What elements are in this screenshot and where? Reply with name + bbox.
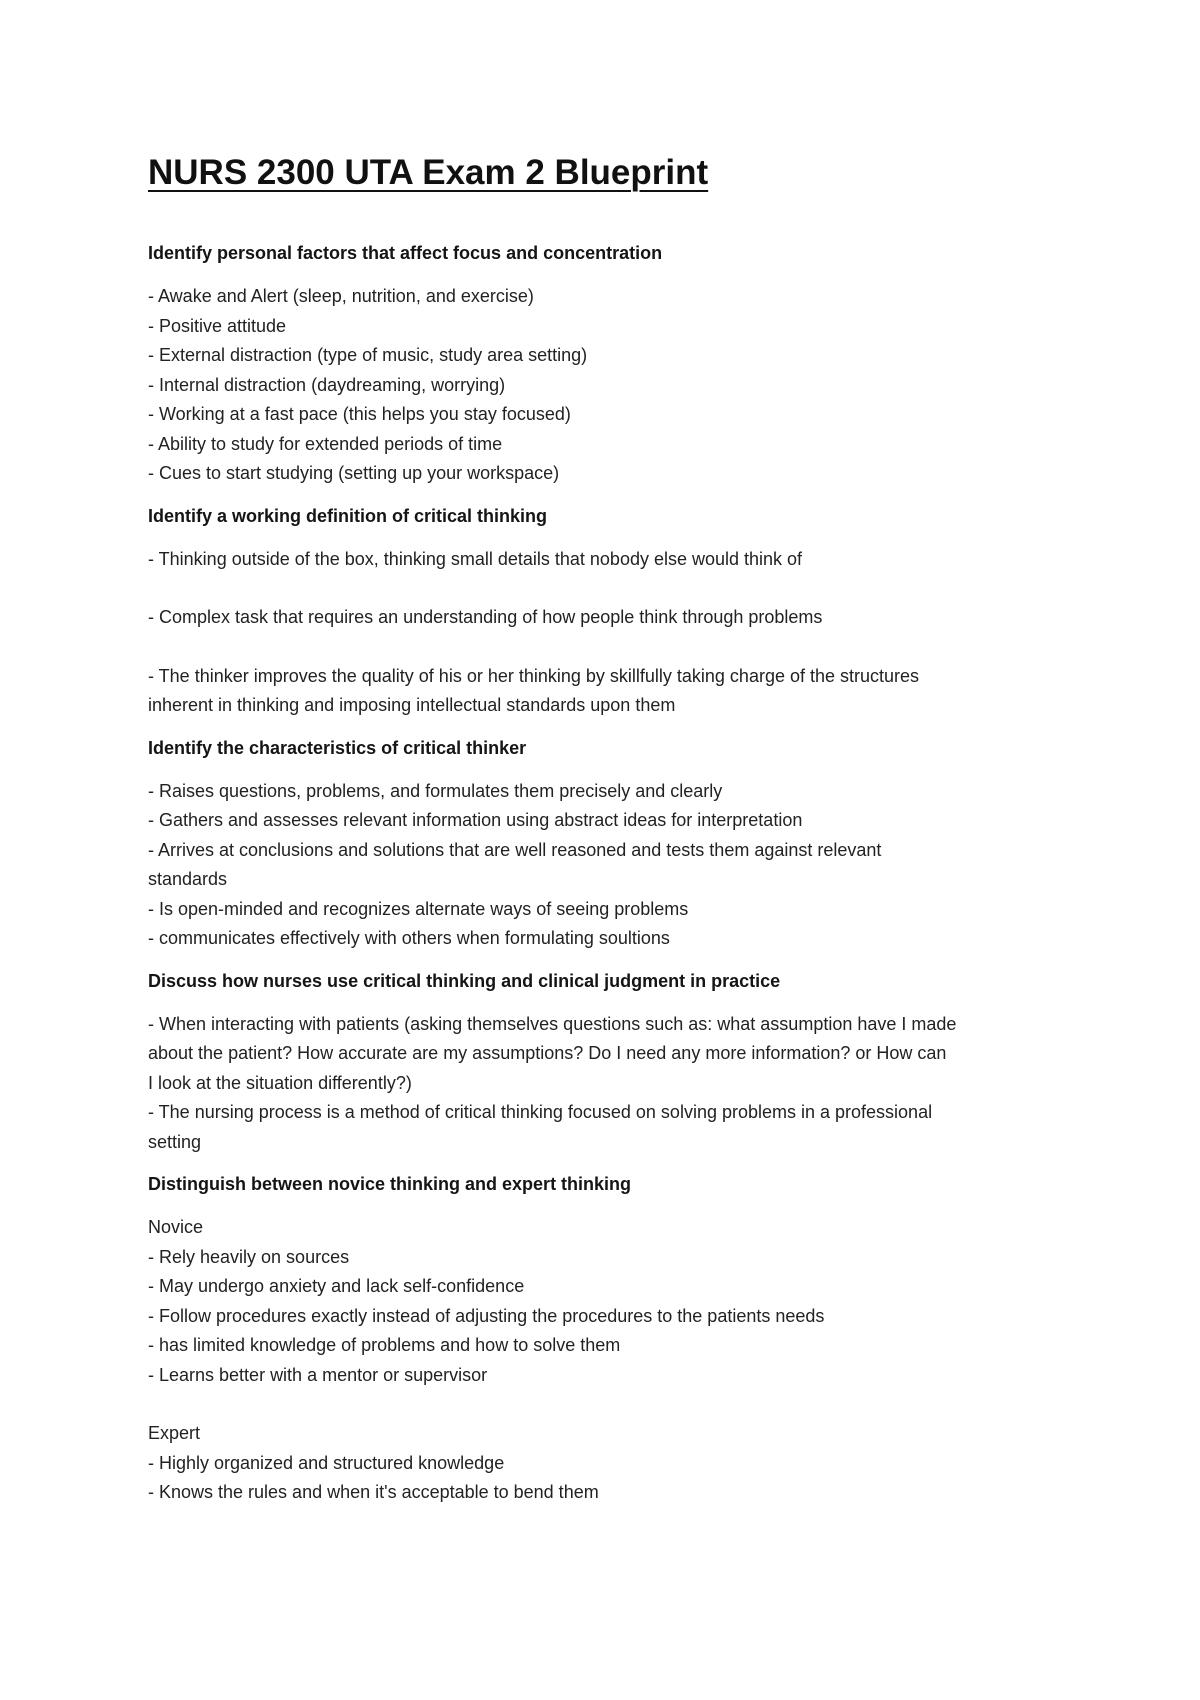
list-item: - Arrives at conclusions and solutions that are well reasoned and tests them against relevant <box>148 839 882 860</box>
section-personal-factors <box>148 240 1070 489</box>
list-item: - Raises questions, problems, and formulates them precisely and clearly <box>148 780 723 801</box>
section-list <box>148 545 1070 721</box>
section-heading: Distinguish between novice thinking and expert thinking <box>148 1174 632 1194</box>
section-heading: Identify a working definition of critical thinking <box>148 505 548 526</box>
section-list <box>148 777 1070 954</box>
section-novice-vs-expert <box>148 1171 1070 1508</box>
list-item: - Follow procedures exactly instead of adjusting the procedures to the patients needs <box>148 1305 825 1326</box>
list-item: - Awake and Alert (sleep, nutrition, and exercise) <box>148 286 534 306</box>
list-item: - Ability to study for extended periods of time <box>148 433 503 454</box>
list-item: - Internal distraction (daydreaming, worrying) <box>148 374 506 395</box>
section-list <box>148 1213 1070 1508</box>
section-heading: Discuss how nurses use critical thinking and clinical judgment in practice <box>148 970 781 991</box>
section-nurses-clinical-judgment <box>148 968 1070 1158</box>
section-heading: Identify the characteristics of critical thinker <box>148 737 527 758</box>
list-item: - Working at a fast pace (this helps you stay focused) <box>148 404 571 424</box>
list-item: - Rely heavily on sources <box>148 1246 350 1267</box>
list-item: - When interacting with patients (asking themselves questions such as: what assumption have I made <box>148 1013 957 1034</box>
document-title: NURS 2300 UTA Exam 2 Blueprint <box>148 153 709 192</box>
section-list <box>148 282 1070 489</box>
expert-label: Expert <box>148 1423 201 1443</box>
list-item: - External distraction (type of music, study area setting) <box>148 345 588 365</box>
list-item: - The thinker improves the quality of his or her thinking by skillfully taking charge of the structures <box>148 665 920 686</box>
list-item: - Positive attitude <box>148 315 287 336</box>
spacer <box>148 1390 1070 1419</box>
list-item: - The nursing process is a method of critical thinking focused on solving problems in a professional <box>148 1102 933 1122</box>
list-item: setting <box>148 1131 202 1152</box>
list-item: about the patient? How accurate are my assumptions? Do I need any more information? or How can <box>148 1043 947 1063</box>
list-item: inherent in thinking and imposing intellectual standards upon them <box>148 695 676 715</box>
list-item: - May undergo anxiety and lack self-confidence <box>148 1276 525 1296</box>
list-item: - Learns better with a mentor or supervisor <box>148 1364 488 1385</box>
section-critical-thinking-definition <box>148 503 1070 721</box>
list-item: I look at the situation differently?) <box>148 1072 412 1093</box>
list-item: - Thinking outside of the box, thinking small details that nobody else would think of <box>148 548 803 569</box>
list-item: standards <box>148 869 228 889</box>
list-item: - Gathers and assesses relevant information using abstract ideas for interpretation <box>148 810 803 830</box>
section-critical-thinker-characteristics <box>148 735 1070 954</box>
section-heading: Identify personal factors that affect focus and concentration <box>148 243 663 263</box>
list-item: - Complex task that requires an understanding of how people think through problems <box>148 607 823 627</box>
list-item: - Knows the rules and when it's acceptable to bend them <box>148 1482 599 1502</box>
list-item: - Cues to start studying (setting up your workspace) <box>148 463 560 483</box>
list-item: - communicates effectively with others when formulating soultions <box>148 928 670 948</box>
list-item: - Is open-minded and recognizes alternate ways of seeing problems <box>148 898 689 919</box>
section-list <box>148 1010 1070 1158</box>
list-item: - Highly organized and structured knowledge <box>148 1452 505 1473</box>
list-item: - has limited knowledge of problems and how to solve them <box>148 1335 621 1355</box>
novice-label: Novice <box>148 1217 204 1237</box>
